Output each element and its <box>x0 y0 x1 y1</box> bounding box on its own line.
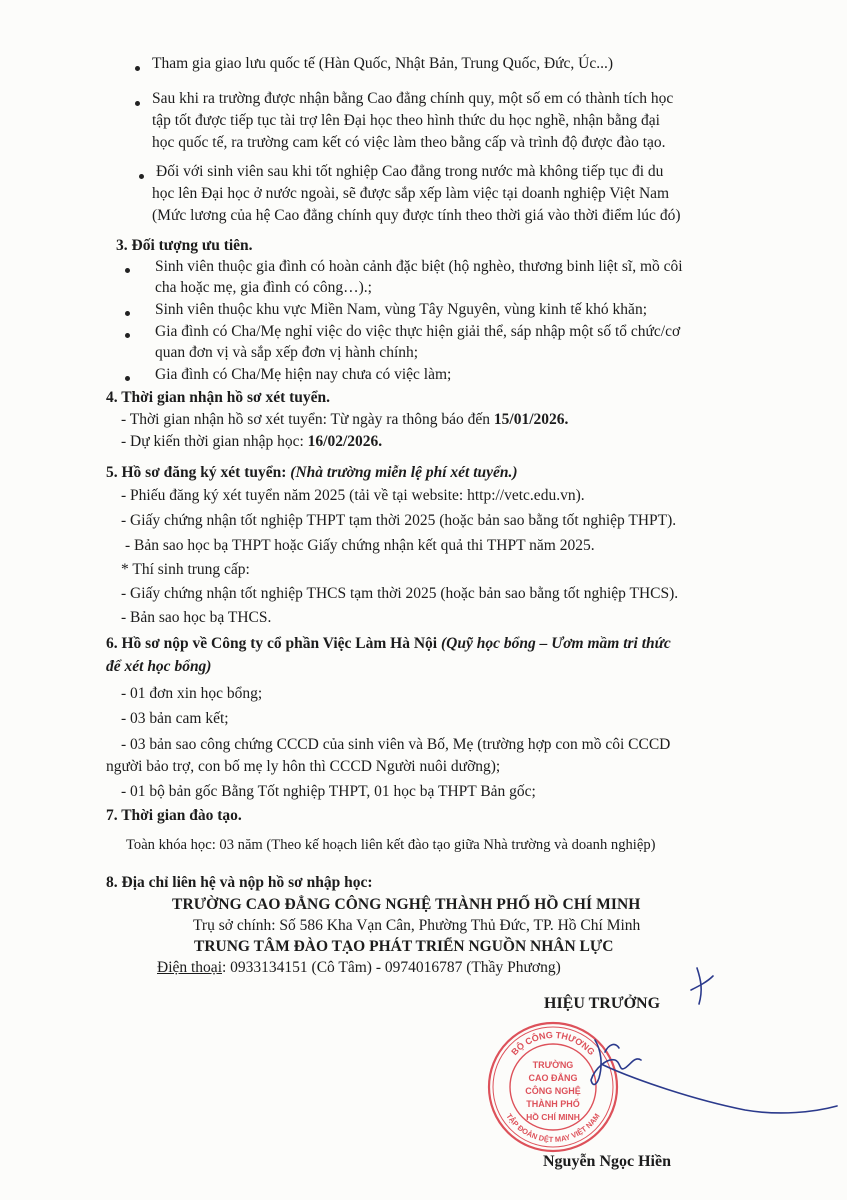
bullet-dot <box>135 101 140 106</box>
priority-1-line-1: Sinh viên thuộc gia đình có hoàn cảnh đặc biệt (hộ nghèo, thương binh liệt sĩ, mồ côi <box>155 258 683 275</box>
svg-text:TRƯỜNG: TRƯỜNG <box>532 1060 574 1070</box>
svg-text:THÀNH PHỐ: THÀNH PHỐ <box>526 1099 580 1109</box>
section-6-line-5: - 01 bộ bản gốc Bằng Tốt nghiệp THPT, 01 học bạ THPT Bản gốc; <box>121 783 536 800</box>
benefit-2-line-1: Sau khi ra trường được nhận bằng Cao đẳng chính quy, một số em có thành tích học <box>152 90 674 107</box>
svg-text:HỒ CHÍ MINH: HỒ CHÍ MINH <box>526 1112 580 1122</box>
section-6-line-1: - 01 đơn xin học bổng; <box>121 685 263 702</box>
bullet-dot <box>135 66 140 71</box>
deadline-date: 15/01/2026. <box>493 411 569 428</box>
priority-3-line-1: Gia đình có Cha/Mẹ nghỉ việc do việc thực hiện giải thể, sáp nhập một số tổ chức/cơ <box>155 323 681 340</box>
section-5-line-6: - Bản sao học bạ THCS. <box>121 609 272 626</box>
section-4-line-2: - Dự kiến thời gian nhập học: 16/02/2026. <box>121 433 383 450</box>
principal-signature <box>575 960 845 1140</box>
priority-3-line-2: quan đơn vị và sắp xếp đơn vị hành chính; <box>155 344 419 361</box>
contact-phone: Điện thoại: 0933134151 (Cô Tâm) - 0974016787 (Thầy Phương) <box>157 959 561 976</box>
school-address: Trụ sở chính: Số 586 Kha Vạn Cân, Phường Thủ Đức, TP. Hồ Chí Minh <box>193 917 641 934</box>
priority-4-line-1: Gia đình có Cha/Mẹ hiện nay chưa có việc làm; <box>155 366 452 383</box>
bullet-dot <box>125 333 130 338</box>
bullet-dot <box>125 268 130 273</box>
section-5-line-4: * Thí sinh trung cấp: <box>121 561 250 578</box>
section-6-heading-cont: để xét học bổng) <box>106 658 212 675</box>
bullet-dot <box>125 311 130 316</box>
benefit-3-line-3: (Mức lương của hệ Cao đẳng chính quy được tính theo thời giá vào thời điểm lúc đó) <box>152 207 681 224</box>
svg-text:TẬP ĐOÀN DỆT MAY VIỆT NAM: TẬP ĐOÀN DỆT MAY VIỆT NAM <box>504 1111 602 1145</box>
principal-title: HIỆU TRƯỞNG <box>544 995 661 1012</box>
section-5-heading: 5. Hồ sơ đăng ký xét tuyển: (Nhà trường miễn lệ phí xét tuyển.) <box>106 464 518 481</box>
section-7-line: Toàn khóa học: 03 năm (Theo kế hoạch liên kết đào tạo giữa Nhà trường và doanh nghiệp) <box>126 837 656 853</box>
section-8-heading: 8. Địa chỉ liên hệ và nộp hồ sơ nhập học: <box>106 874 373 891</box>
school-name: TRƯỜNG CAO ĐẲNG CÔNG NGHỆ THÀNH PHỐ HỒ CHÍ MINH <box>172 896 641 913</box>
benefit-3-line-2: học lên Đại học ở nước ngoài, sẽ được sắp xếp làm việc tại doanh nghiệp Việt Nam <box>152 185 670 202</box>
section-6-line-4: người bảo trợ, con bố mẹ ly hôn thì CCCD Người nuôi dưỡng); <box>106 758 501 775</box>
svg-text:CÔNG NGHỆ: CÔNG NGHỆ <box>525 1086 581 1096</box>
benefit-1-line-1: Tham gia giao lưu quốc tế (Hàn Quốc, Nhật Bản, Trung Quốc, Đức, Úc...) <box>152 55 614 72</box>
section-5-line-1: - Phiếu đăng ký xét tuyển năm 2025 (tải về tại website: http://vetc.edu.vn). <box>121 487 585 504</box>
priority-2-line-1: Sinh viên thuộc khu vực Miền Nam, vùng Tây Nguyên, vùng kinh tế khó khăn; <box>155 301 647 318</box>
section-5-line-2: - Giấy chứng nhận tốt nghiệp THPT tạm thời 2025 (hoặc bản sao bằng tốt nghiệp THPT). <box>121 512 677 529</box>
training-center-name: TRUNG TÂM ĐÀO TẠO PHÁT TRIỂN NGUỒN NHÂN LỰC <box>194 938 614 955</box>
section-5-line-5: - Giấy chứng nhận tốt nghiệp THCS tạm thời 2025 (hoặc bản sao bằng tốt nghiệp THCS). <box>121 585 679 602</box>
section-6-line-2: - 03 bản cam kết; <box>121 710 229 727</box>
section-6-line-3: - 03 bản sao công chứng CCCD của sinh viên và Bố, Mẹ (trường hợp con mồ côi CCCD <box>121 736 671 753</box>
principal-name: Nguyễn Ngọc Hiền <box>543 1153 671 1170</box>
section-7-heading: 7. Thời gian đào tạo. <box>106 807 242 824</box>
benefit-2-line-3: học quốc tế, ra trường cam kết có việc làm theo bằng cấp và trình độ được đào tạo. <box>152 134 666 151</box>
section-5-line-3: - Bản sao học bạ THPT hoặc Giấy chứng nhận kết quả thi THPT năm 2025. <box>125 537 595 554</box>
priority-1-line-2: cha hoặc mẹ, gia đình có công…).; <box>155 279 372 296</box>
section-6-heading: 6. Hồ sơ nộp về Công ty cổ phần Việc Làm Hà Nội (Quỹ học bổng – Ươm mầm tri thức <box>106 635 671 652</box>
enrollment-date: 16/02/2026. <box>307 433 383 450</box>
bullet-dot <box>125 376 130 381</box>
bullet-dot <box>139 174 144 179</box>
svg-text:CAO ĐẲNG: CAO ĐẲNG <box>528 1073 578 1083</box>
svg-text:BỘ CÔNG THƯƠNG: BỘ CÔNG THƯƠNG <box>509 1029 597 1058</box>
section-4-heading: 4. Thời gian nhận hồ sơ xét tuyển. <box>106 389 331 406</box>
benefit-2-line-2: tập tốt được tiếp tục tài trợ lên Đại học theo hình thức du học nghề, nhận bằng đại <box>152 112 660 129</box>
section-4-line-1: - Thời gian nhận hồ sơ xét tuyển: Từ ngày ra thông báo đến 15/01/2026. <box>121 411 569 428</box>
benefit-3-line-1: Đối với sinh viên sau khi tốt nghiệp Cao đẳng trong nước mà không tiếp tục đi du <box>156 163 664 180</box>
section-3-heading: 3. Đối tượng ưu tiên. <box>116 237 253 254</box>
